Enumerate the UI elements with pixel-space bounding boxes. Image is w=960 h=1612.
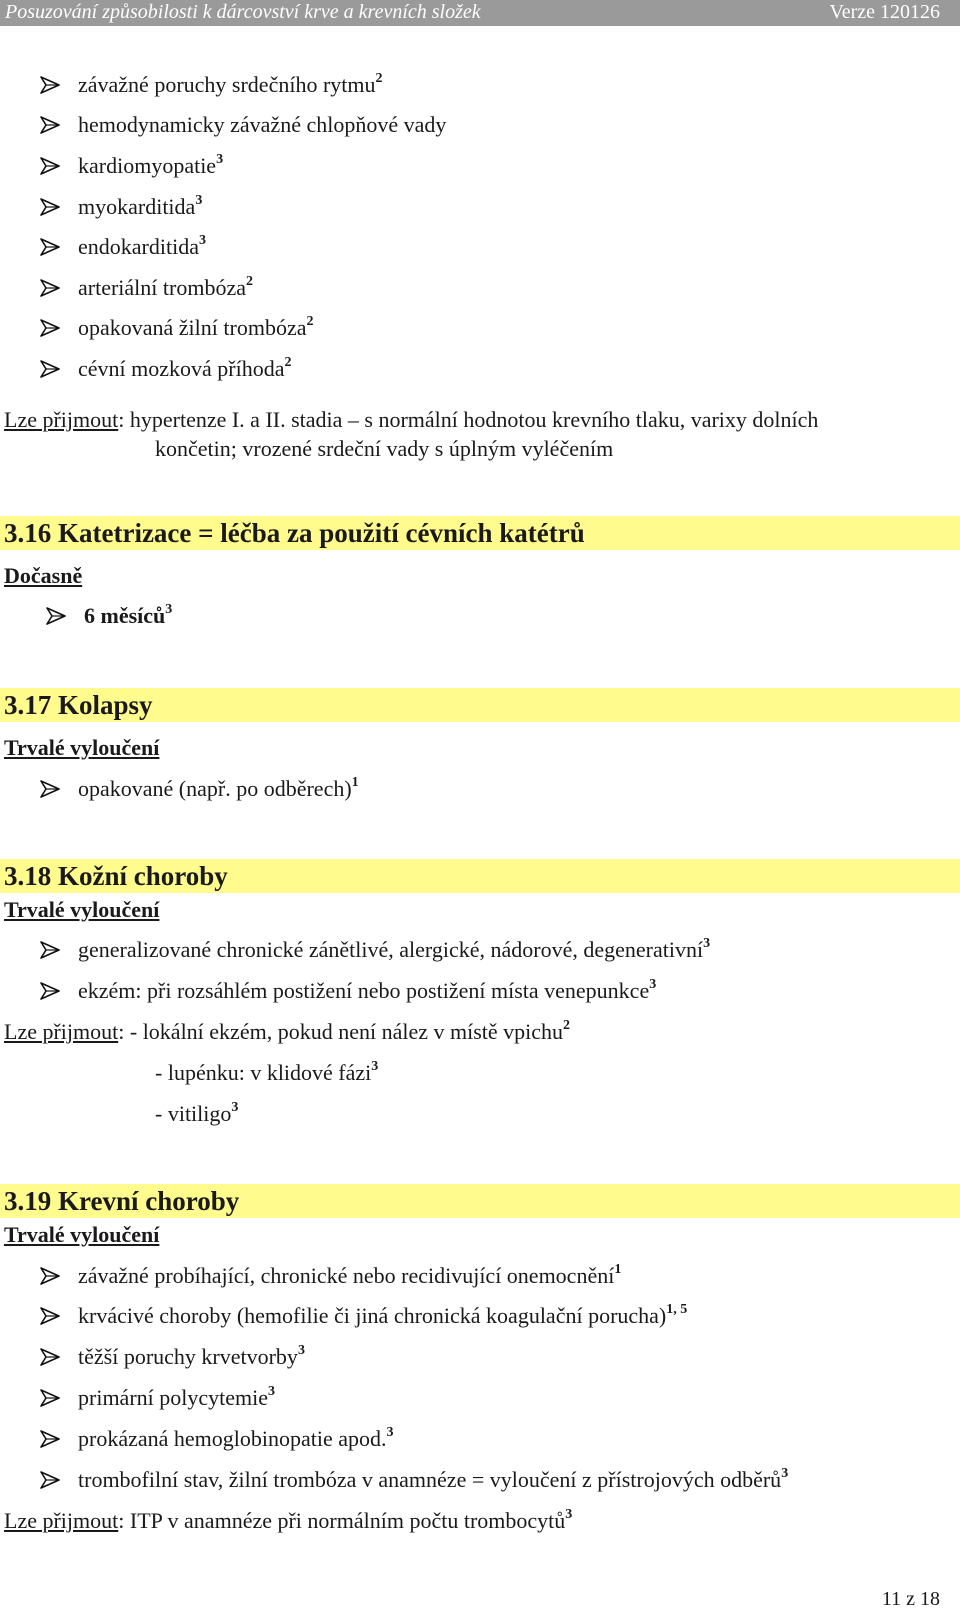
accept-label: Lze přijmout <box>4 1508 119 1533</box>
arrow-bullet-icon <box>40 238 60 256</box>
section-heading-3-16: 3.16 Katetrizace = léčba za použití cévních katétrů <box>0 516 960 550</box>
arrow-bullet-icon <box>40 1267 60 1285</box>
section-heading-3-17: 3.17 Kolapsy <box>0 688 960 722</box>
arrow-bullet-icon <box>40 1348 60 1366</box>
accept-label: Lze přijmout <box>4 407 119 432</box>
arrow-bullet-icon <box>40 360 60 378</box>
arrow-bullet-icon <box>40 1471 60 1489</box>
accept-label: Lze přijmout <box>4 1019 119 1044</box>
document-version: Verze 120126 <box>829 1 940 23</box>
accept-paragraph: Lze přijmout: hypertenze I. a II. stadia – s normální hodnotou krevního tlaku, varixy dolních <box>4 407 819 432</box>
section-heading-3-18: 3.18 Kožní choroby <box>0 859 960 893</box>
arrow-bullet-icon <box>40 76 60 94</box>
accept-paragraph-continued: - vitiligo$^3$ <box>155 1100 239 1126</box>
document-title: Posuzování způsobilosti k dárcovství krve a krevních složek <box>5 1 481 23</box>
page-number: 11 z 18 <box>881 1588 940 1610</box>
arrow-bullet-icon <box>46 607 66 625</box>
page-header <box>0 0 960 26</box>
accept-paragraph-continued: končetin; vrozené srdeční vady s úplným vyléčením <box>155 436 614 461</box>
accept-paragraph: Lze přijmout: - lokální ekzém, pokud není nález v místě vpichu$^2$ <box>4 1018 571 1044</box>
arrow-bullet-icon <box>40 780 60 798</box>
arrow-bullet-icon <box>40 1389 60 1407</box>
arrow-bullet-icon <box>40 319 60 337</box>
arrow-bullet-icon <box>40 1307 60 1325</box>
section-subheading: Trvalé vyloučení <box>4 735 160 760</box>
arrow-bullet-icon <box>40 157 60 175</box>
arrow-bullet-icon <box>40 1430 60 1448</box>
section-subheading: Dočasně <box>4 563 83 588</box>
arrow-bullet-icon <box>40 941 60 959</box>
section-heading-3-19: 3.19 Krevní choroby <box>0 1184 960 1218</box>
accept-paragraph: Lze přijmout: ITP v anamnéze při normálním počtu trombocytů$^3$ <box>4 1507 573 1533</box>
arrow-bullet-icon <box>40 279 60 297</box>
section-subheading: Trvalé vyloučení <box>4 1222 160 1247</box>
accept-paragraph-continued: - lupénku: v klidové fázi$^3$ <box>155 1059 379 1085</box>
arrow-bullet-icon <box>40 982 60 1000</box>
arrow-bullet-icon <box>40 116 60 134</box>
section-subheading: Trvalé vyloučení <box>4 897 160 922</box>
arrow-bullet-icon <box>40 198 60 216</box>
